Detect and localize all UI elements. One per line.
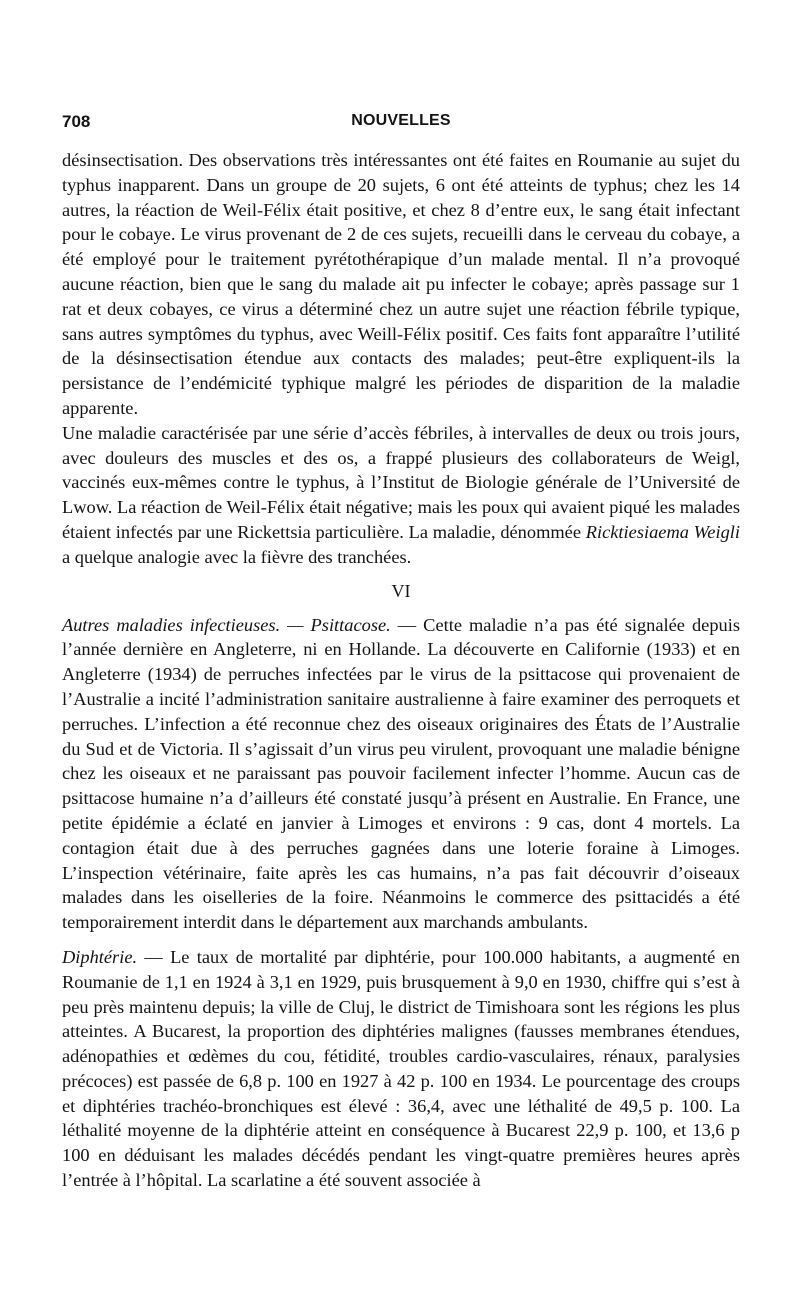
paragraph-rickettsia-weigli-text-after: a quelque analogie avec la fièvre des tranchées.	[62, 546, 412, 567]
page-number: 708	[62, 112, 91, 131]
paragraph-psittacose	[62, 613, 740, 935]
paragraph-rickettsia-weigli-text-before: Une maladie caractérisée par une série d’accès fébriles, à intervalles de deux ou trois jours, avec douleurs des muscles et des os, a frappé plusieurs des collaborateurs de Weigl, vaccinés eux-mêmes contre le typhus, à l’Institut de Biologie générale de l’Université de Lwow. La réaction de Weil-Félix était négative; mais les poux qui avaient piqué les malades étaient infectés par une Rickettsia particulière. La maladie, dénommée	[62, 422, 740, 542]
species-name: Ricktiesiaema Weigli	[585, 521, 740, 542]
diphterie-heading: Diphtérie.	[62, 946, 138, 967]
paragraph-typhus-inapparent: désinsectisation. Des observations très intéressantes ont été faites en Roumanie au sujet du typhus inapparent. Dans un groupe de 20 sujets, 6 ont été atteints de typhus; chez les 14 autres, la réaction de Weil-Félix était positive, et chez 8 d’entre eux, le sang était infectant pour le cobaye. Le virus provenant de 2 de ces sujets, recueilli dans le cerveau du cobaye, a été employé pour le traitement pyrétothérapique d’un malade mental. Il n’a provoqué aucune réaction, bien que le sang du malade ait pu infecter le cobaye; après passage sur 1 rat et deux cobayes, ce virus a déterminé chez un autre sujet une réaction fébrile typique, sans autres symptômes du typhus, avec Weill-Félix positif. Ces faits font apparaître l’utilité de la désinsectisation étendue aux contacts des malades; peut-être expliquent-ils la persistance de l’endémicité typhique malgré les périodes de disparition de la maladie apparente.	[62, 150, 740, 418]
header-title: NOUVELLES	[351, 112, 451, 129]
document-page	[62, 112, 740, 1193]
running-header	[62, 112, 740, 138]
psittacose-heading: Autres maladies infectieuses. — Psittacose.	[62, 614, 391, 635]
section-number: VI	[391, 580, 411, 601]
paragraph-diphterie	[62, 945, 740, 1193]
psittacose-body: — Cette maladie n’a pas été signalée depuis l’année dernière en Angleterre, ni en Hollande. La découverte en Californie (1933) et en Angleterre (1934) de perruches infectées par le virus de la psittacose qui provenaient de l’Australie a incité l’administration sanitaire australienne à faire examiner des perroquets et perruches. L’infection a été reconnue chez des oiseaux originaires des États de l’Australie du Sud et de Victoria. Il s’agissait d’un virus peu virulent, provoquant une maladie bénigne chez les oiseaux et ne paraissant pas pouvoir facilement infecter l’homme. Aucun cas de psittacose humaine n’a d’ailleurs été constaté jusqu’à présent en Australie. En France, une petite épidémie a éclaté en janvier à Limoges et environs : 9 cas, dont 4 mortels. La contagion était due à des perruches gagnées dans une loterie foraine à Limoges. L’inspection vétérinaire, faite après les cas humains, n’a pas fait découvrir d’oiseaux malades dans les oiselleries de la foire. Néanmoins le commerce des psittacidés a été temporairement interdit dans le département aux marchands ambulants.	[62, 614, 740, 933]
paragraph-rickettsia-weigli	[62, 421, 740, 570]
diphterie-body: — Le taux de mortalité par diphtérie, pour 100.000 habitants, a augmenté en Roumanie de 1,1 en 1924 à 3,1 en 1929, puis brusquement à 9,0 en 1930, chiffre qui s’est à peu près maintenu depuis; la ville de Cluj, le district de Timishoara sont les régions les plus atteintes. A Bucarest, la proportion des diphtéries malignes (fausses membranes étendues, adénopathies et œdèmes du cou, fétidité, troubles cardio-vasculaires, rénaux, paralysies précoces) est passée de 6,8 p. 100 en 1927 à 42 p. 100 en 1934. Le pourcentage des croups et diphtéries trachéo-bronchiques est élevé : 36,4, avec une léthalité de 49,5 p. 100. La léthalité moyenne de la diphtérie atteint en conséquence à Bucarest 22,9 p. 100, et 13,6 p 100 en déduisant les malades décédés pendant les vingt-quatre premières heures après l’entrée à l’hôpital. La scarlatine a été souvent associée à	[62, 946, 740, 1191]
